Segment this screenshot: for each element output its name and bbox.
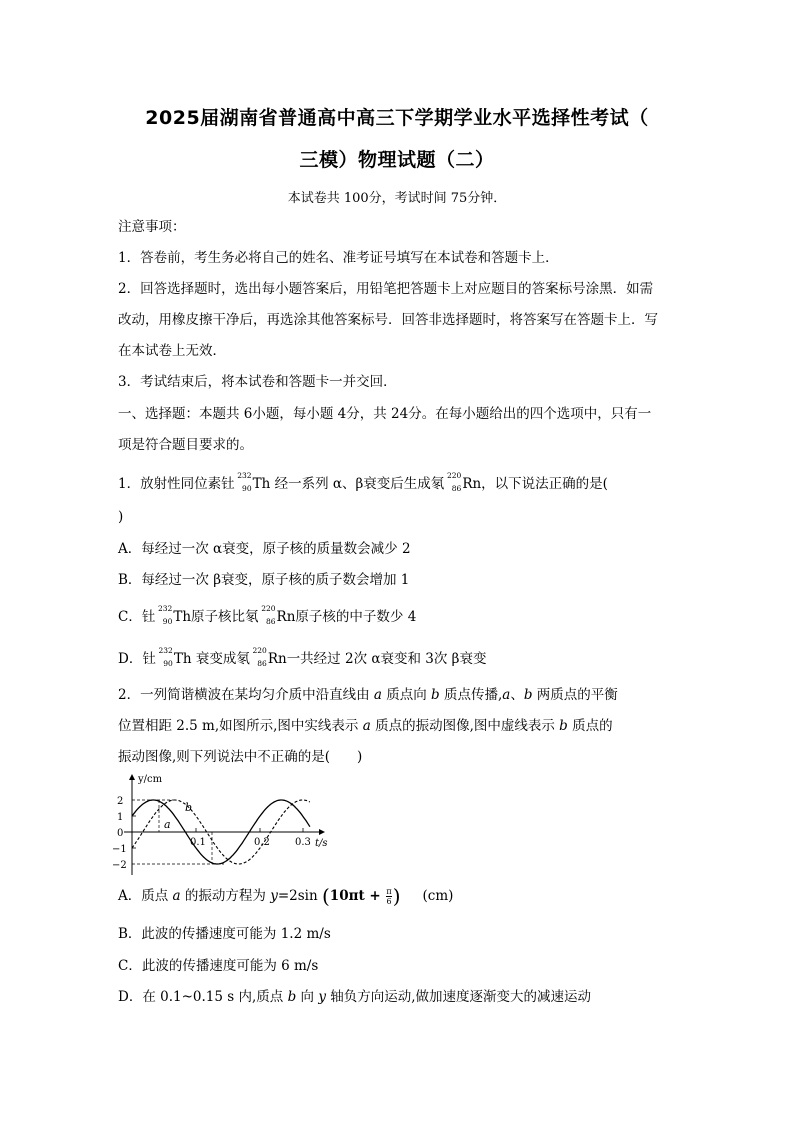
q1-option-b: B．每经过一次 β衰变，原子核的质子数会增加 1: [118, 572, 410, 588]
section1-line1: 一、选择题：本题共 6小题，每小题 4分，共 24分。在每小题给出的四个选项中，只有一: [118, 406, 652, 422]
q2-d-text: 向: [296, 989, 319, 1005]
q2-a-text: 的振动方程为: [180, 888, 271, 904]
rn-atomic: 86: [266, 617, 276, 626]
rn-mass: 220: [252, 646, 267, 655]
q2-stem-line1: [118, 686, 698, 704]
y-tick-label: 0: [117, 828, 124, 839]
y-axis-label: y/cm: [138, 774, 163, 785]
rn-mass: 220: [446, 471, 462, 480]
equation-phase: 10πt +: [329, 888, 386, 904]
q1-c-mid: 原子核比氡: [191, 609, 259, 625]
q2-option-c: C．此波的传播速度可能为 6 m/s: [118, 958, 319, 974]
q2-option-a: [118, 884, 698, 908]
y-tick-label: −2: [112, 860, 127, 871]
th-mass: 232: [158, 604, 173, 613]
q1-option-d: [118, 648, 698, 668]
rn-symbol: Rn: [276, 609, 296, 625]
th-mass: 232: [158, 646, 173, 655]
var-b: b: [287, 989, 297, 1005]
rn-symbol: Rn: [462, 476, 482, 492]
open-paren: (: [321, 884, 330, 908]
exam-title-line2: 三模）物理试题（二）: [299, 149, 495, 171]
fraction-denominator: 6: [386, 897, 392, 906]
q1-stem-close: ): [118, 509, 124, 525]
close-paren: ): [392, 884, 401, 908]
fraction-numerator: π: [386, 887, 392, 896]
notice-heading: 注意事项：: [118, 219, 186, 235]
exam-title-line1: 2025届湖南省普通高中高三下学期学业水平选择性考试（: [145, 107, 649, 129]
curve-b-label: b: [185, 801, 193, 814]
var-b: b: [523, 687, 533, 703]
q2-option-b: B．此波的传播速度可能为 1.2 m/s: [118, 926, 331, 942]
notice-item-3: 3．考试结束后，将本试卷和答题卡一并交回．: [118, 374, 397, 390]
x-tick-label: 0.2: [254, 837, 270, 848]
rn-symbol: Rn: [267, 651, 287, 667]
q2-text: 质点的: [567, 718, 613, 734]
q2-text: 位置相距 2.5 m,如图所示,图中实线表示: [118, 718, 363, 734]
rn-mass: 220: [261, 604, 276, 613]
notice-item-2-line1: 2．回答选择题时，选出每小题答案后，用铅笔把答题卡上对应题目的答案标号涂黑．如需: [118, 281, 654, 297]
var-y: y: [270, 888, 278, 904]
exam-subtitle: 本试卷共 100分，考试时间 75分钟．: [287, 191, 507, 206]
x-tick-label: 0.1: [190, 837, 206, 848]
q2-stem-line3: 振动图像,则下列说法中不正确的是( ): [118, 749, 363, 765]
q2-stem-line2: [118, 717, 698, 735]
q1-stem-mid: 经一系列 α、β衰变后生成氡: [274, 476, 445, 492]
q2-text: 2．一列简谐横波在某均匀介质中沿直线由: [118, 687, 374, 703]
th-symbol: Th: [173, 651, 192, 667]
y-tick-label: 2: [117, 796, 124, 807]
var-b: b: [431, 687, 440, 703]
var-a: a: [373, 687, 382, 703]
rn-atomic: 86: [451, 484, 462, 493]
q1-stem-post: ，以下说法正确的是(: [481, 476, 608, 492]
q1-c-pre: C．钍: [118, 609, 156, 625]
var-y: y: [318, 989, 326, 1005]
q1-stem: [118, 473, 698, 493]
q1-c-post: 原子核的中子数少 4: [295, 609, 417, 625]
section1-line2: 项是符合题目要求的。: [118, 437, 253, 453]
unit-cm: (cm): [422, 888, 454, 904]
th-atomic: 90: [162, 617, 173, 626]
q2-d-text: D．在 0.1~0.15 s 内,质点: [118, 989, 288, 1005]
th-atomic: 90: [163, 659, 173, 668]
q2-text: 质点的振动图像,图中虚线表示: [370, 718, 560, 734]
y-tick-label: 1: [117, 812, 124, 823]
q2-d-text: 轴负方向运动,做加速度逐渐变大的减速运动: [325, 989, 592, 1005]
q1-d-mid: 衰变成氡: [195, 651, 250, 667]
curve-a-label: a: [164, 818, 171, 831]
q2-option-d: [118, 988, 698, 1006]
th-atomic: 90: [242, 484, 252, 493]
var-a: a: [362, 718, 371, 734]
q1-d-pre: D．钍: [118, 651, 156, 667]
q2-text: 质点传播,: [439, 687, 503, 703]
q1-option-a: A．每经过一次 α衰变，原子核的质量数会减少 2: [118, 541, 411, 557]
q2-text: 、: [510, 687, 524, 703]
th-mass: 232: [237, 471, 252, 480]
q2-a-text: A．质点: [118, 888, 173, 904]
nuclide-rn: [447, 473, 461, 491]
nuclide-rn: [262, 606, 276, 624]
nuclide-th: [238, 473, 252, 491]
vibration-graph: [112, 770, 342, 880]
y-tick-label: −1: [112, 844, 127, 855]
q1-d-post: 一共经过 2次 α衰变和 3次 β衰变: [286, 651, 487, 667]
nuclide-rn: [253, 648, 267, 666]
q2-text: 两质点的平衡: [532, 687, 618, 703]
nuclide-th: [158, 606, 172, 624]
notice-item-1: 1．答卷前，考生务必将自己的姓名、准考证号填写在本试卷和答题卡上．: [118, 250, 559, 266]
rn-atomic: 86: [257, 659, 267, 668]
var-b: b: [559, 718, 568, 734]
notice-item-2-line3: 在本试卷上无效．: [118, 343, 226, 359]
x-tick-label: 0.3: [295, 837, 311, 848]
q1-option-c: [118, 606, 698, 626]
th-symbol: Th: [252, 476, 271, 492]
var-a: a: [502, 687, 511, 703]
nuclide-th: [159, 648, 173, 666]
th-symbol: Th: [173, 609, 192, 625]
q1-stem-pre: 1．放射性同位素钍: [118, 476, 235, 492]
var-a: a: [172, 888, 181, 904]
q2-a-text: =2sin: [277, 888, 322, 904]
notice-item-2-line2: 改动，用橡皮擦干净后，再选涂其他答案标号．回答非选择题时，将答案写在答题卡上．写: [118, 312, 658, 328]
q2-text: 质点向: [381, 687, 432, 703]
fraction-pi-over-6: [386, 887, 391, 906]
x-axis-label: t/s: [315, 838, 328, 849]
